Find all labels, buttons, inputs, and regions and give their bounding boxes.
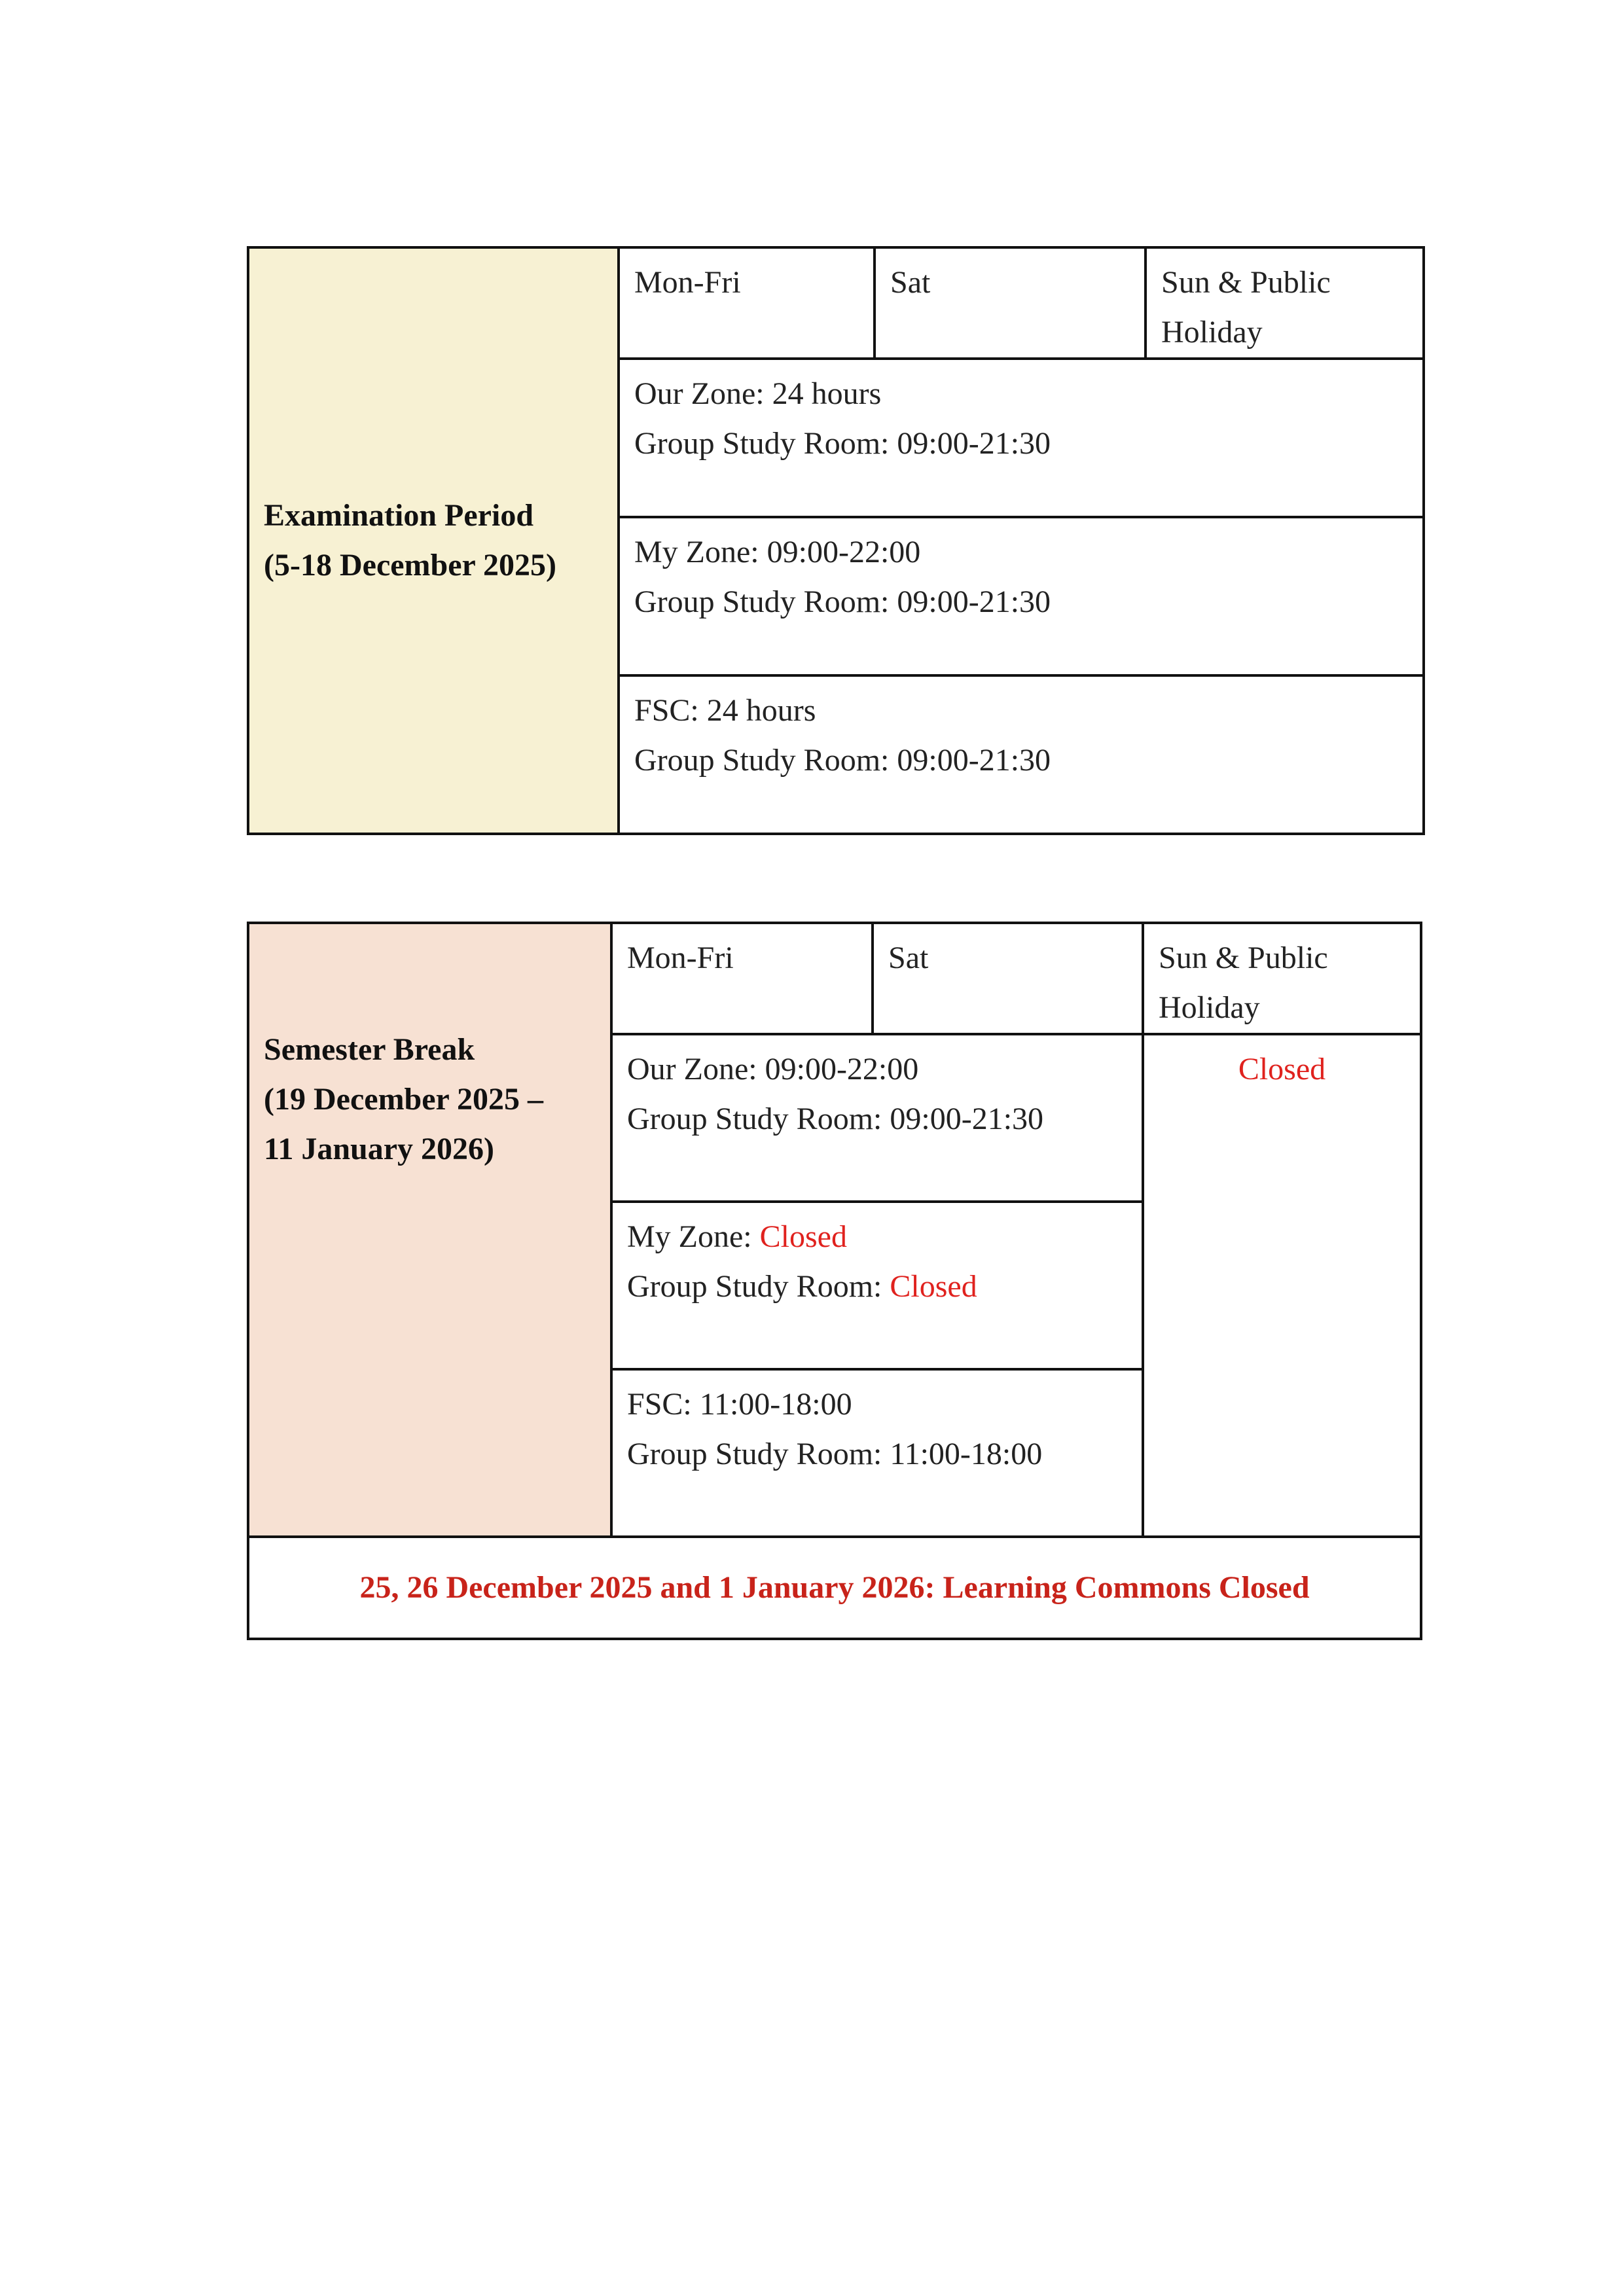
break-my-zone-cell <box>611 1202 1143 1369</box>
fsc-cell <box>619 675 1424 834</box>
break-fsc-hours: FSC: 11:00-18:00 <box>627 1387 852 1422</box>
break-my-zone-prefix: My Zone: <box>627 1219 760 1254</box>
our-zone-cell <box>619 359 1424 517</box>
break-my-zone-room-line <box>627 1262 1127 1312</box>
break-header-sun-line2: Holiday <box>1159 990 1260 1025</box>
fsc-hours: FSC: 24 hours <box>634 693 816 728</box>
break-header-sun-line1: Sun & Public <box>1159 941 1328 975</box>
my-zone-cell <box>619 517 1424 675</box>
break-my-zone-room-prefix: Group Study Room: <box>627 1269 890 1304</box>
exam-period-title: Examination Period <box>264 498 534 533</box>
break-header-sat: Sat <box>873 923 1143 1034</box>
header-sun-holiday <box>1146 247 1424 359</box>
exam-period-label <box>248 247 619 834</box>
break-fsc-cell <box>611 1369 1143 1537</box>
break-sun-closed-cell <box>1143 1034 1421 1537</box>
fsc-room: Group Study Room: 09:00-21:30 <box>634 743 1051 778</box>
semester-break-dates-start: (19 December 2025 – <box>264 1082 543 1117</box>
break-my-zone-status: Closed <box>759 1219 847 1254</box>
header-mon-fri: Mon-Fri <box>619 247 875 359</box>
learning-commons-closed-notice: 25, 26 December 2025 and 1 January 2026: Learning Commons Closed <box>248 1537 1421 1639</box>
our-zone-hours: Our Zone: 24 hours <box>634 376 882 411</box>
semester-break-title: Semester Break <box>264 1032 475 1067</box>
break-my-zone-line <box>627 1212 1127 1262</box>
break-our-zone-cell <box>611 1034 1143 1202</box>
header-sun-line2: Holiday <box>1161 315 1263 350</box>
header-sun-line1: Sun & Public <box>1161 265 1331 300</box>
break-my-zone-room-status: Closed <box>890 1269 977 1304</box>
exam-period-table <box>247 246 1425 835</box>
break-header-mon-fri: Mon-Fri <box>611 923 873 1034</box>
break-our-zone-hours: Our Zone: 09:00-22:00 <box>627 1052 919 1086</box>
my-zone-room: Group Study Room: 09:00-21:30 <box>634 584 1051 619</box>
break-our-zone-room: Group Study Room: 09:00-21:30 <box>627 1102 1044 1136</box>
break-header-sun-holiday <box>1143 923 1421 1034</box>
my-zone-hours: My Zone: 09:00-22:00 <box>634 535 921 569</box>
semester-break-dates-end: 11 January 2026) <box>264 1132 495 1166</box>
semester-break-label <box>248 923 611 1537</box>
break-sun-closed-status: Closed <box>1238 1052 1326 1086</box>
exam-period-dates: (5-18 December 2025) <box>264 548 556 583</box>
header-sat: Sat <box>875 247 1146 359</box>
break-fsc-room: Group Study Room: 11:00-18:00 <box>627 1437 1043 1471</box>
semester-break-table <box>247 922 1422 1640</box>
our-zone-room: Group Study Room: 09:00-21:30 <box>634 426 1051 461</box>
